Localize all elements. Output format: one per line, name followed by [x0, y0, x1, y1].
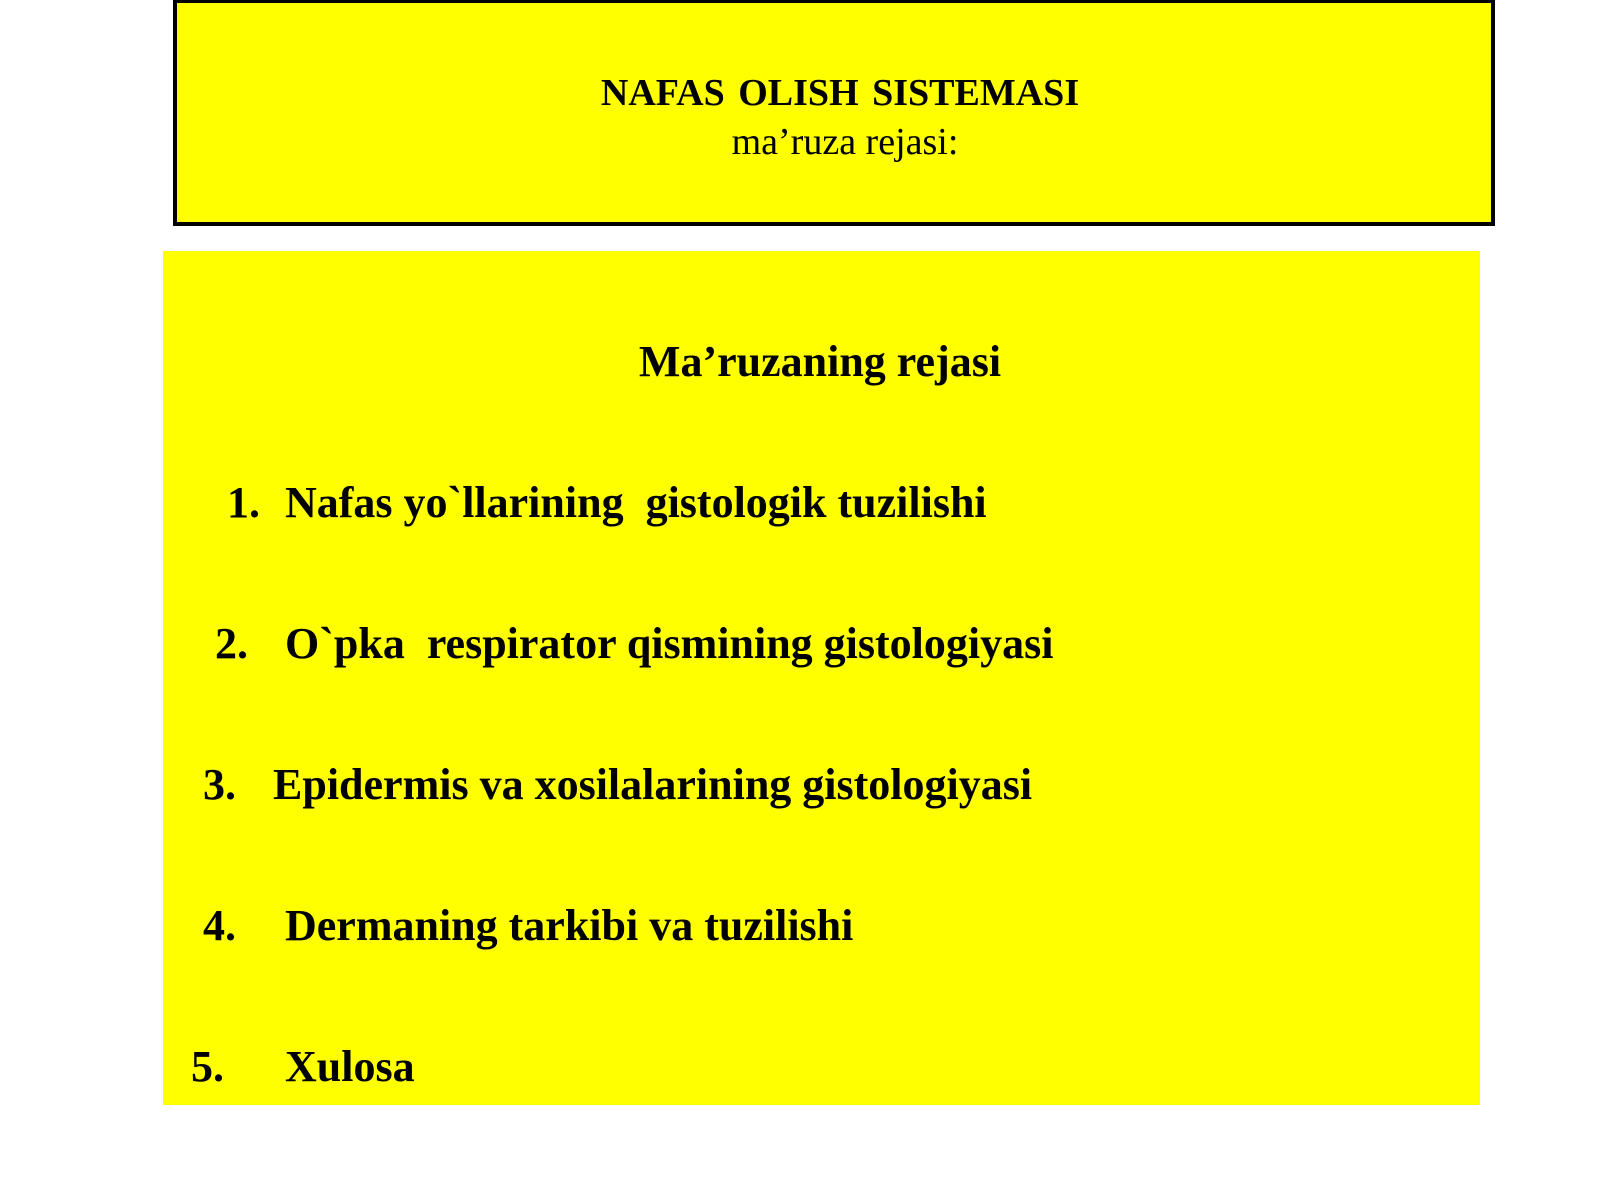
- plan-item-number: 3.: [203, 760, 236, 809]
- plan-item-text: Dermaning tarkibi va tuzilishi: [285, 901, 854, 950]
- plan-heading: Ma’ruzaning rejasi: [638, 337, 1002, 386]
- slide-title: NAFAS OLISH SISTEMASI: [600, 72, 1080, 114]
- title-box: [173, 0, 1495, 226]
- plan-item-4: [203, 900, 854, 1056]
- plan-item-number: 2.: [215, 619, 248, 668]
- slide-subtitle: ma’ruza rejasi:: [731, 121, 959, 163]
- plan-item-text: Nafas yo`llarining gistologik tuzilishi: [285, 478, 987, 527]
- plan-item-number: 1.: [227, 478, 260, 527]
- plan-item-text: Xulosa: [285, 1042, 415, 1091]
- plan-item-2: [215, 618, 1054, 774]
- plan-item-number: 4.: [203, 901, 236, 950]
- plan-item-5: [191, 1041, 415, 1197]
- plan-item-text: O`pka respirator qismining gistologiyasi: [285, 619, 1054, 668]
- plan-item-1: [227, 477, 987, 633]
- plan-item-number: 5.: [191, 1042, 224, 1091]
- plan-item-3: [203, 759, 1033, 915]
- plan-item-text: Epidermis va xosilalarining gistologiyasi: [273, 760, 1033, 809]
